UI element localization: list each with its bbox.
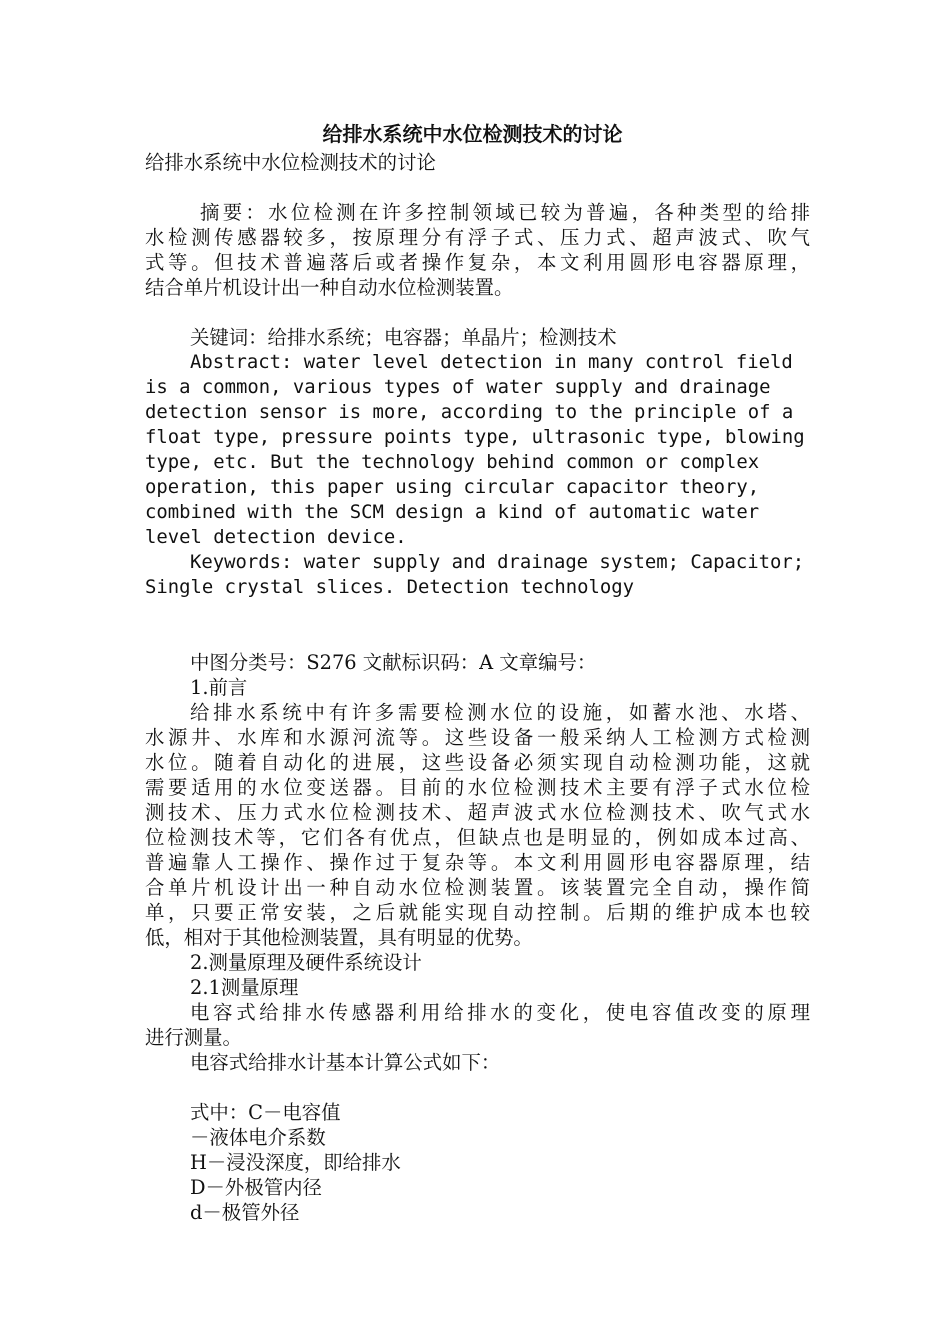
abstract-cn-line: 结合单片机设计出一种自动水位检测装置。	[145, 276, 514, 299]
abstract-en-line: combined with the SCM design a kind of automatic water	[145, 501, 760, 523]
abstract-en	[145, 350, 810, 550]
abstract-en-line: float type, pressure points type, ultrasonic type, blowing	[145, 426, 805, 448]
abstract-en-line: operation, this paper using circular capacitor theory,	[145, 476, 760, 498]
abstract-en-line: is a common, various types of water supply and drainage	[145, 376, 771, 398]
classification-line: 中图分类号：S276 文献标识码：A 文章编号：	[190, 651, 597, 674]
abstract-en-line: Abstract: water level detection in many control field	[190, 351, 793, 373]
body-line: 普遍靠人工操作、操作过于复杂等。本文利用圆形电容器原理，结	[145, 851, 810, 874]
keywords-en	[145, 550, 810, 600]
section21-body	[145, 1000, 810, 1050]
body-line: 进行测量。	[145, 1026, 242, 1049]
spacer	[145, 300, 810, 325]
body-line: 电容式给排水传感器利用给排水的变化，使电容值改变的原理	[190, 1001, 810, 1024]
body-line: 给排水系统中有许多需要检测水位的设施，如蓄水池、水塔、	[190, 701, 810, 724]
definitions-list	[145, 1100, 810, 1225]
formula-intro: 电容式给排水计基本计算公式如下：	[190, 1051, 501, 1074]
spacer	[145, 625, 810, 650]
abstract-cn	[145, 200, 810, 300]
definition-item: H－浸没深度，即给排水	[190, 1151, 401, 1174]
definition-item: D－外极管内径	[190, 1176, 322, 1199]
subsection-heading: 2.1测量原理	[190, 976, 299, 999]
body-line: 水源井、水库和水源河流等。这些设备一般采纳人工检测方式检测	[145, 726, 810, 749]
keywords-en-line: Keywords: water supply and drainage system; Capacitor;	[190, 551, 805, 573]
body-line: 位检测技术等，它们各有优点，但缺点也是明显的，例如成本过高、	[145, 826, 810, 849]
abstract-cn-line: 式等。但技术普遍落后或者操作复杂，本文利用圆形电容器原理，	[145, 251, 810, 274]
body-line: 低，相对于其他检测装置，具有明显的优势。	[145, 926, 533, 949]
definition-item: 式中：C－电容值	[190, 1101, 341, 1124]
body-line: 测技术、压力式水位检测技术、超声波式水位检测技术、吹气式水	[145, 801, 810, 824]
definition-item: d－极管外径	[190, 1201, 300, 1224]
abstract-en-line: detection sensor is more, according to the principle of a	[145, 401, 794, 423]
body-line: 需要适用的水位变送器。目前的水位检测技术主要有浮子式水位检	[145, 776, 810, 799]
definition-item: －液体电介系数	[190, 1126, 326, 1149]
section-heading: 1.前言	[190, 676, 248, 699]
section1-body	[145, 700, 810, 950]
document-subtitle: 给排水系统中水位检测技术的讨论	[145, 151, 436, 174]
section-heading: 2.测量原理及硬件系统设计	[190, 951, 422, 974]
spacer	[145, 600, 810, 625]
body-line: 合单片机设计出一种自动水位检测装置。该装置完全自动，操作简	[145, 876, 810, 899]
abstract-en-line: type, etc. But the technology behind common or complex	[145, 451, 760, 473]
document-title: 给排水系统中水位检测技术的讨论	[322, 122, 623, 146]
abstract-en-line: level detection device.	[145, 526, 407, 548]
document-page	[145, 118, 810, 1225]
spacer	[145, 1075, 810, 1100]
abstract-cn-line: 水检测传感器较多，按原理分有浮子式、压力式、超声波式、吹气	[145, 226, 810, 249]
abstract-cn-line: 摘要：水位检测在许多控制领域已较为普遍，各种类型的给排	[200, 201, 810, 224]
keywords-cn: 关键词：给排水系统；电容器；单晶片；检测技术	[190, 326, 617, 349]
body-line: 水位。随着自动化的进展，这些设备必须实现自动检测功能，这就	[145, 751, 810, 774]
spacer	[145, 175, 810, 200]
body-line: 单，只要正常安装，之后就能实现自动控制。后期的维护成本也较	[145, 901, 810, 924]
keywords-en-line: Single crystal slices. Detection technology	[145, 576, 635, 598]
